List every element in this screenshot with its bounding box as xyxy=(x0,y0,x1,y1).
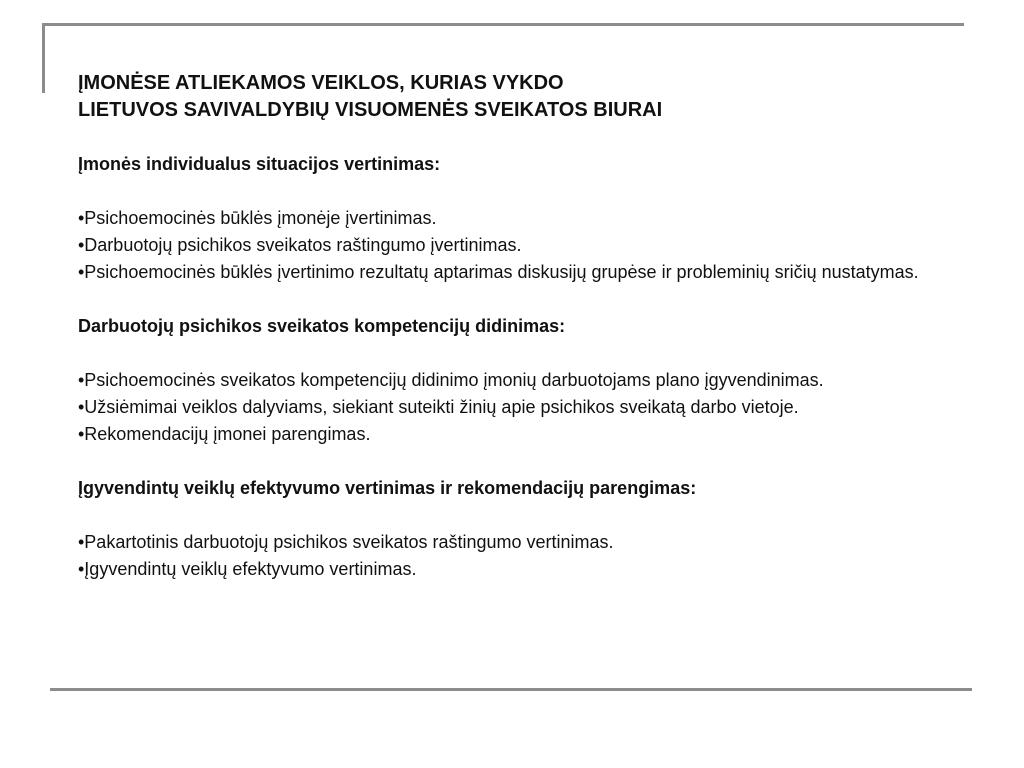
section-heading: Įgyvendintų veiklų efektyvumo vertinimas ir rekomendacijų parengimas: xyxy=(78,478,697,498)
section-individual-assessment xyxy=(78,151,938,286)
list-item: •Pakartotinis darbuotojų psichikos sveikatos raštingumo vertinimas. xyxy=(78,532,614,552)
bullet-list xyxy=(78,367,938,448)
list-item: •Psichoemocinės būklės įmonėje įvertinimas. xyxy=(78,208,437,228)
list-item: •Rekomendacijų įmonei parengimas. xyxy=(78,424,371,444)
slide-title-line-1: ĮMONĖSE ATLIEKAMOS VEIKLOS, KURIAS VYKDO xyxy=(78,72,564,94)
slide-title-line-2: LIETUVOS SAVIVALDYBIŲ VISUOMENĖS SVEIKATOS BIURAI xyxy=(78,99,663,121)
slide-content xyxy=(78,70,938,583)
section-effectiveness-evaluation xyxy=(78,475,938,583)
section-competency-building xyxy=(78,313,938,448)
list-item: •Psichoemocinės būklės įvertinimo rezultatų aptarimas diskusijų grupėse ir probleminių sričių nustatymas. xyxy=(78,262,919,282)
list-item: •Užsiėmimai veiklos dalyviams, siekiant suteikti žinių apie psichikos sveikatą darbo vietoje. xyxy=(78,397,799,417)
slide-frame-bottom-rule xyxy=(50,688,972,691)
slide-frame-left-rule xyxy=(42,23,45,93)
slide-frame-top-rule xyxy=(42,23,964,26)
section-heading: Įmonės individualus situacijos vertinimas: xyxy=(78,154,441,174)
section-heading: Darbuotojų psichikos sveikatos kompetencijų didinimas: xyxy=(78,316,566,336)
bullet-list xyxy=(78,529,938,583)
bullet-list xyxy=(78,205,938,286)
list-item: •Įgyvendintų veiklų efektyvumo vertinimas. xyxy=(78,559,417,579)
list-item: •Darbuotojų psichikos sveikatos raštingumo įvertinimas. xyxy=(78,235,522,255)
list-item: •Psichoemocinės sveikatos kompetencijų didinimo įmonių darbuotojams plano įgyvendinimas. xyxy=(78,370,824,390)
